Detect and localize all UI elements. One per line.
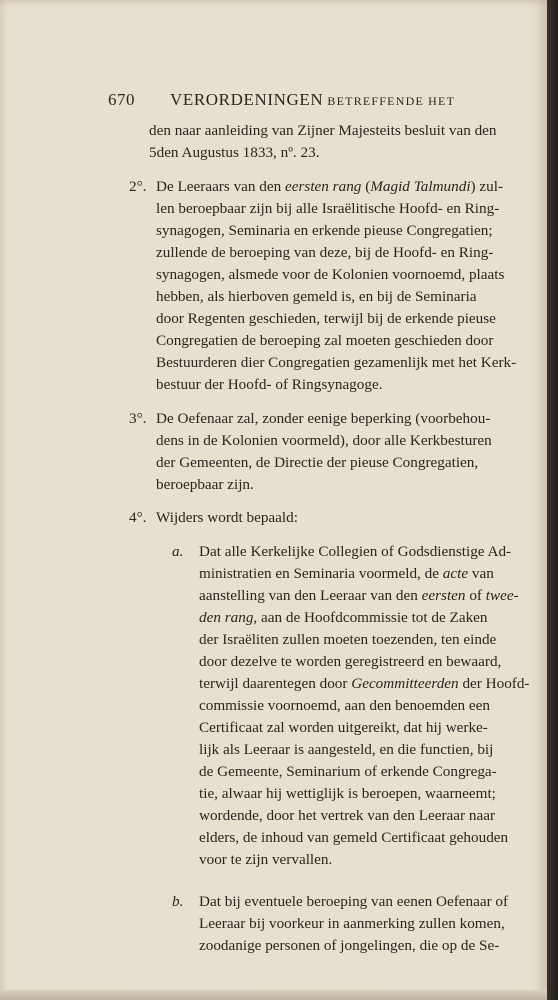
page-number: 670 xyxy=(108,90,135,109)
item-2-text: De Leeraars van den xyxy=(156,178,286,195)
running-title-main: VERORDENINGEN xyxy=(170,90,324,109)
item-2-line: zullende de beroeping van deze, bij de Hoofd- en Ring- xyxy=(156,244,494,261)
item-2-italic-rank: eersten rang xyxy=(285,178,362,195)
item-2-line: Congregatien de beroeping zal moeten geschieden door xyxy=(156,332,494,349)
sub-a-line-1: Dat alle Kerkelijke Collegien of Godsdienstige Ad- xyxy=(199,543,512,560)
page-edge-shadow xyxy=(547,0,558,1000)
sub-a-text: , aan de Hoofdcommissie tot de Zaken xyxy=(253,609,488,626)
intro-line-2: 5den Augustus 1833, nº. 23. xyxy=(149,144,320,161)
running-title-small: BETREFFENDE HET xyxy=(323,94,456,108)
sub-a-line: lijk als Leeraar is aangesteld, en die functien, bij xyxy=(199,741,494,758)
sub-a-line: commissie voornoemd, aan den benoemden een xyxy=(199,697,491,714)
sub-a-italic-acte: acte xyxy=(442,565,469,582)
item-2-line: hebben, als hierboven gemeld is, en bij de Seminaria xyxy=(156,288,477,305)
item-2-line: len beroepbaar zijn bij alle Israëlitische Hoofd- en Ring- xyxy=(156,200,500,217)
sub-b-letter: b. xyxy=(172,893,184,910)
item-2-line: bestuur der Hoofd- of Ringsynagoge. xyxy=(156,376,383,393)
item-2-paren-open: ( xyxy=(361,178,371,195)
sub-a-line-7 xyxy=(199,674,530,694)
sub-a-line: Certificaat zal worden uitgereikt, dat hij werke- xyxy=(199,719,488,736)
sub-a-text: terwijl daarentegen door xyxy=(199,675,352,692)
item-2-line: synagogen, alsmede voor de Kolonien voornoemd, plaats xyxy=(156,266,505,283)
sub-a-text: van xyxy=(468,565,494,582)
item-3-line: dens in de Kolonien voormeld), door alle Kerkbesturen xyxy=(156,432,492,449)
item-3-number: 3°. xyxy=(129,410,147,427)
item-2-italic-title: Magid Talmundi xyxy=(370,178,471,195)
item-2-paren-close: ) zul- xyxy=(470,178,504,195)
sub-a-italic-eersten: eersten xyxy=(421,587,466,604)
running-title xyxy=(170,90,455,110)
item-2-line: Bestuurderen dier Congregatien gezamenlijk met het Kerk- xyxy=(156,354,517,371)
sub-a-italic-twee: twee- xyxy=(485,587,519,604)
sub-a-line-5: der Israëliten zullen moeten toezenden, ten einde xyxy=(199,631,497,648)
sub-a-italic-gecommitteerden: Gecommitteerden xyxy=(351,675,459,692)
sub-a-line: elders, de inhoud van gemeld Certificaat gehouden xyxy=(199,829,509,846)
sub-a-italic-rang: den rang xyxy=(199,609,254,626)
item-2-line: door Regenten geschieden, terwijl bij de erkende pieuse xyxy=(156,310,496,327)
sub-b-line: Dat bij eventuele beroeping van eenen Oefenaar of xyxy=(199,893,509,910)
item-3-line: der Gemeenten, de Directie der pieuse Congregatien, xyxy=(156,454,479,471)
item-4-number: 4°. xyxy=(129,509,147,526)
item-3-line: beroepbaar zijn. xyxy=(156,476,254,493)
item-2-line: synagogen, Seminaria en erkende pieuse Congregatien; xyxy=(156,222,493,239)
page-bottom-edge xyxy=(0,990,547,1000)
sub-a-line: voor te zijn vervallen. xyxy=(199,851,333,868)
sub-a-text: of xyxy=(465,587,486,604)
sub-a-letter: a. xyxy=(172,543,184,560)
item-3-line: De Oefenaar zal, zonder eenige beperking (voorbehou- xyxy=(156,410,491,427)
sub-a-text: der Hoofd- xyxy=(458,675,530,692)
intro-line-1: den naar aanleiding van Zijner Majesteits besluit van den xyxy=(149,122,497,139)
item-4-text: Wijders wordt bepaald: xyxy=(156,509,298,526)
sub-a-line: tie, alwaar hij wettiglijk is beroepen, waarneemt; xyxy=(199,785,496,802)
sub-a-text: aanstelling van den Leeraar van den xyxy=(199,587,422,604)
sub-a-line-6: door dezelve te worden geregistreerd en bewaard, xyxy=(199,653,502,670)
item-2-number: 2°. xyxy=(129,178,147,195)
sub-a-text: ministratien en Seminaria voormeld, de xyxy=(199,565,443,582)
sub-a-line-2 xyxy=(199,564,494,584)
sub-b-line: zoodanige personen of jongelingen, die op de Se- xyxy=(199,937,500,954)
sub-a-line-4 xyxy=(199,608,488,628)
sub-a-line: de Gemeente, Seminarium of erkende Congrega- xyxy=(199,763,497,780)
sub-a-line: wordende, door het vertrek van den Leeraar naar xyxy=(199,807,496,824)
sub-a-line-3 xyxy=(199,586,519,606)
item-2-line-1 xyxy=(156,177,503,197)
sub-b-line: Leeraar bij voorkeur in aanmerking zullen komen, xyxy=(199,915,505,932)
